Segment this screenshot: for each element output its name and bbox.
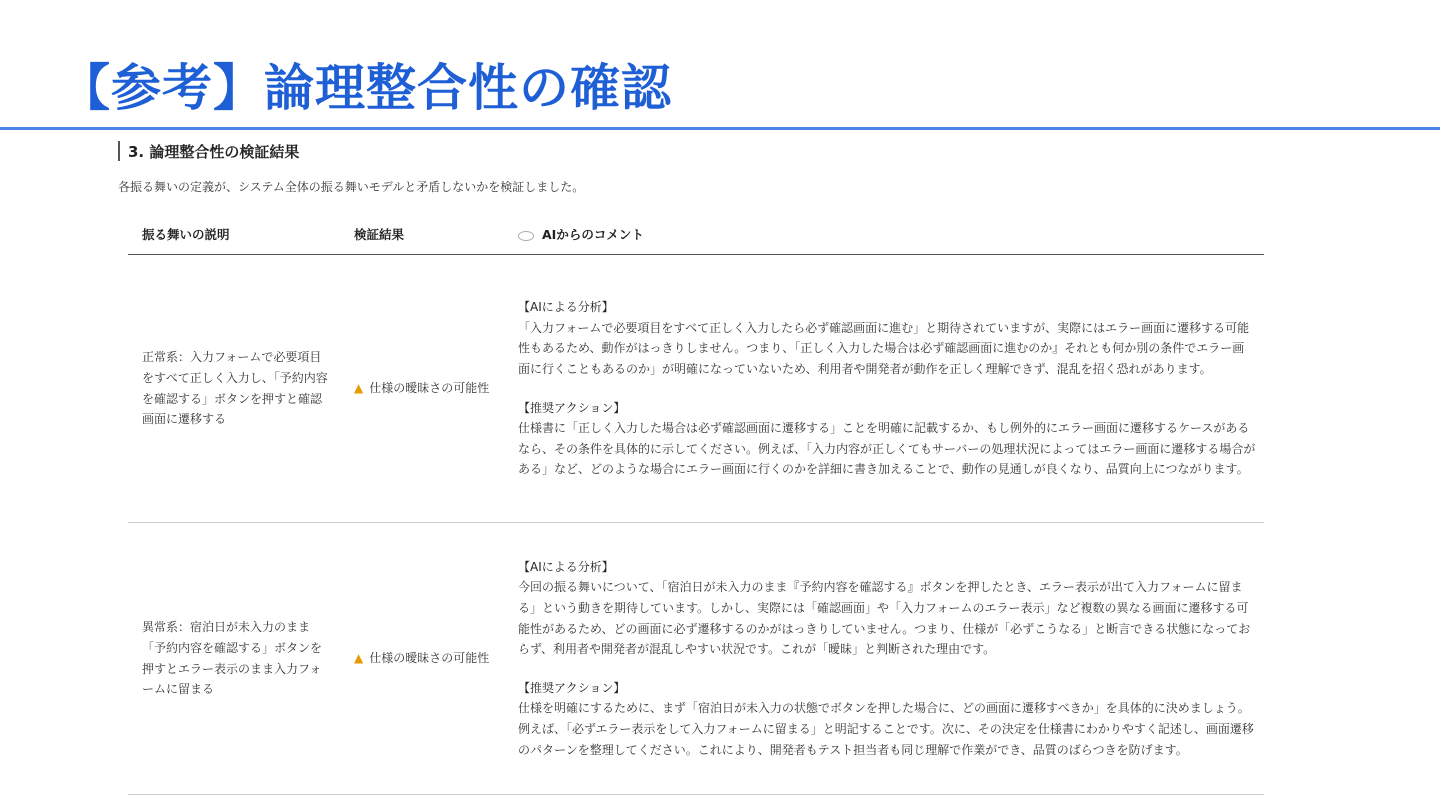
analysis-label: 【AIによる分析】	[518, 300, 614, 315]
action-label: 【推奨アクション】	[518, 400, 626, 415]
behavior-cell: 異常系：宿泊日が未入力のまま「予約内容を確認する」ボタンを押すとエラー表示のまま入力フォームに留まる	[128, 523, 340, 795]
header-comment	[510, 218, 1264, 255]
header-comment-label: AIからのコメント	[542, 227, 644, 242]
warning-triangle-icon: ▲	[354, 381, 364, 396]
behavior-cell: 正常系：入力フォームで必要項目をすべて正しく入力し、「予約内容を確認する」ボタンを押すと確認画面に遷移する	[128, 255, 340, 523]
analysis-text: 「入力フォームで必要項目をすべて正しく入力したら必ず確認画面に進む」と期待されていますが、実際にはエラー画面に遷移する可能性もあるため、動作がはっきりしません。つまり、「正しく入力した場合は必ず確認画面に進むのか』それとも何か別の条件でエラー画面に行くこともあるのか」が明確になっていないため、利用者や開発者が動作を正しく理解できず、混乱を招く恐れがあります。	[518, 320, 1250, 376]
section-heading-bar	[118, 141, 120, 161]
action-label: 【推奨アクション】	[518, 680, 626, 695]
speech-bubble-icon	[518, 231, 534, 241]
slide-title: 【参考】論理整合性の確認	[60, 59, 672, 117]
comment-spacer	[518, 380, 1256, 398]
comment-spacer	[518, 660, 1256, 678]
verification-table	[128, 218, 1264, 795]
section-heading-text: 3. 論理整合性の検証結果	[128, 142, 300, 161]
result-cell	[340, 255, 510, 523]
comment-cell	[510, 523, 1264, 795]
comment-cell	[510, 255, 1264, 523]
warning-triangle-icon: ▲	[354, 651, 364, 666]
header-behavior: 振る舞いの説明	[128, 218, 340, 255]
header-result: 検証結果	[340, 218, 510, 255]
section-heading	[118, 140, 299, 162]
result-text: 仕様の曖昧さの可能性	[369, 651, 490, 666]
section-description: 各振る舞いの定義が、システム全体の振る舞いモデルと矛盾しないかを検証しました。	[118, 180, 585, 194]
result-text: 仕様の曖昧さの可能性	[369, 381, 490, 396]
table-header-row	[128, 218, 1264, 255]
analysis-label: 【AIによる分析】	[518, 559, 614, 574]
result-cell	[340, 523, 510, 795]
action-text: 仕様を明確にするために、まず「宿泊日が未入力の状態でボタンを押した場合に、どの画面に遷移すべきか」を具体的に決めましょう。例えば、「必ずエラー表示をして入力フォームに留まる」と明記することです。次に、その決定を仕様書にわかりやすく記述し、画面遷移のパターンを整理してください。これにより、開発者もテスト担当者も同じ理解で作業ができ、品質のばらつきを防げます。	[518, 701, 1254, 757]
title-divider	[0, 127, 1440, 130]
analysis-text: 今回の振る舞いについて、「宿泊日が未入力のまま『予約内容を確認する』ボタンを押したとき、エラー表示が出て入力フォームに留まる」という動きを期待しています。しかし、実際には「確認画面」や「入力フォームのエラー表示」など複数の異なる画面に遷移する可能性があるため、どの画面に必ず遷移するのかがはっきりしていません。つまり、仕様が「必ずこうなる」と断言できる状態になっておらず、利用者や開発者が混乱しやすい状況です。これが「曖昧」と判断された理由です。	[518, 580, 1251, 657]
action-text: 仕様書に「正しく入力した場合は必ず確認画面に遷移する」ことを明確に記載するか、もし例外的にエラー画面に遷移するケースがあるなら、その条件を具体的に示してください。例えば、「入力内容が正しくてもサーバーの処理状況によってはエラー画面に遷移する場合がある」など、どのような場合にエラー画面に行くのかを詳細に書き加えることで、動作の見通しが良くなり、品質向上につながります。	[518, 421, 1256, 477]
table-row	[128, 523, 1264, 795]
table-row	[128, 255, 1264, 523]
